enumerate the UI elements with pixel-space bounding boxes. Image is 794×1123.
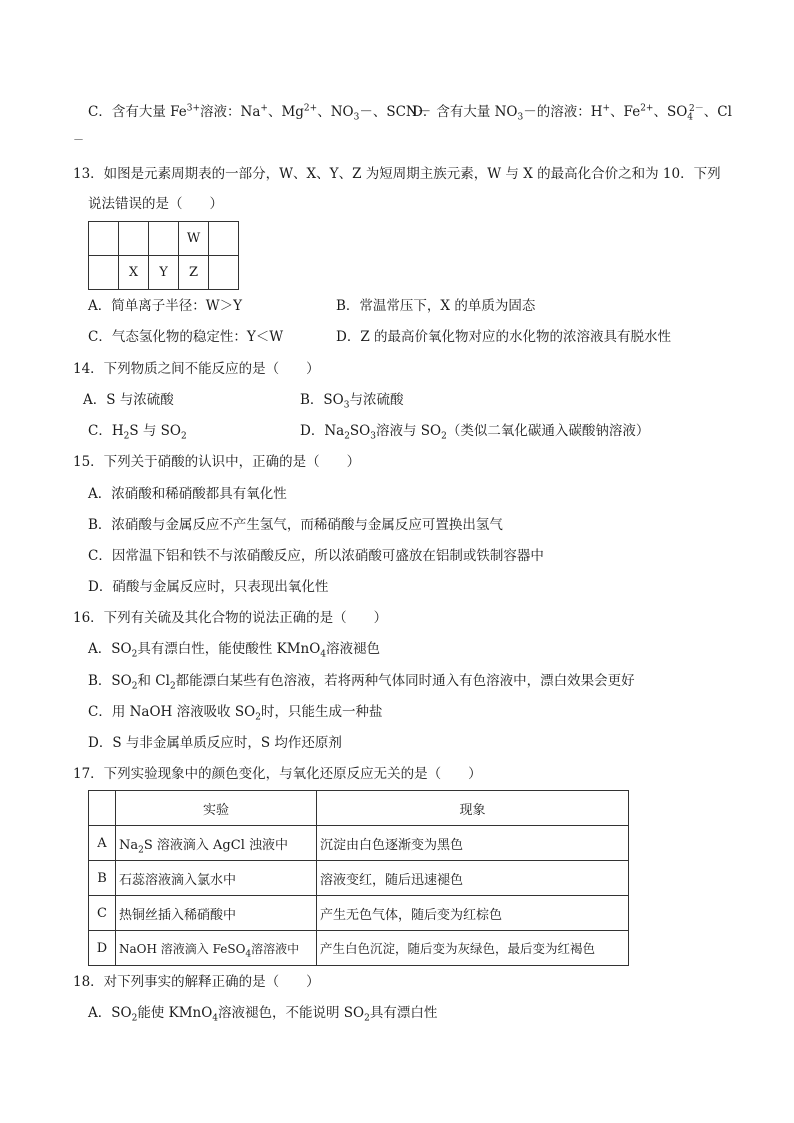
text: 、Fe [610, 104, 641, 120]
periodic-table-fragment [88, 221, 239, 290]
sup: + [602, 103, 611, 114]
grid-cell: Z [179, 256, 209, 290]
text: －、SCN－ [359, 104, 432, 120]
text: 能使 KMnO [137, 1005, 213, 1021]
q14-stem: 14．下列物质之间不能反应的是（ ） [73, 361, 320, 377]
sub: 2 [181, 431, 187, 442]
q15-option-d[interactable]: D．硝酸与金属反应时，只表现出氧化性 [88, 579, 329, 595]
sub: 2 [169, 681, 176, 692]
q15-option-b[interactable]: B．浓硝酸与金属反应不产生氢气，而稀硝酸与金属反应可置换出氢气 [88, 517, 503, 533]
observation-cell: 产生白色沉淀，随后变为灰绿色，最后变为红褐色 [317, 931, 629, 966]
sup: 2+ [640, 103, 654, 114]
text: A．SO [88, 641, 132, 657]
sub: 3 [343, 400, 350, 411]
q15-option-c[interactable]: C．因常温下铝和铁不与浓硝酸反应，所以浓硝酸可盛放在铝制或铁制容器中 [88, 548, 544, 564]
text: 溶液褪色 [326, 641, 381, 657]
q16-option-b[interactable] [88, 672, 635, 690]
q13-option-a[interactable]: A．简单离子半径：W＞Y [88, 298, 243, 314]
experiment-cell [116, 896, 317, 931]
q12-option-d-tail: － [73, 133, 84, 146]
q14-option-d[interactable] [300, 422, 649, 440]
text: B．SO [88, 673, 132, 689]
table-row [89, 826, 629, 861]
text: 、Mg [267, 104, 304, 120]
text: C．H [88, 423, 124, 439]
text: 都能漂白某些有色溶液，若将两种气体同时通入有色溶液中，漂白效果会更好 [175, 673, 635, 689]
sub: 4 [245, 948, 252, 959]
table-row [89, 861, 629, 896]
text: （类似二氧化碳通入碳酸钠溶液） [446, 423, 650, 439]
sub: 4 [320, 649, 327, 660]
sub: 2 [131, 1013, 138, 1024]
text: NaOH 溶液滴入 FeSO [119, 941, 246, 956]
q16-stem: 16．下列有关硫及其化合物的说法正确的是（ ） [73, 610, 388, 626]
text: C．用 NaOH 溶液吸收 SO [88, 704, 256, 720]
sub: 4 [212, 1013, 219, 1024]
grid-cell: Y [149, 256, 179, 290]
row-key: C [89, 896, 116, 931]
text: B．SO [300, 392, 344, 408]
text: 与浓硫酸 [349, 392, 404, 408]
observation-cell: 沉淀由白色逐渐变为黑色 [317, 826, 629, 861]
q13-option-c[interactable]: C．气态氢化物的稳定性：Y＜W [88, 329, 284, 345]
text: A．SO [88, 1005, 132, 1021]
grid-cell [149, 222, 179, 256]
sup: 2+ [303, 103, 318, 114]
table-header-row [89, 791, 629, 826]
row-key: A [89, 826, 116, 861]
q18-stem: 18．对下列事实的解释正确的是（ ） [73, 974, 320, 990]
sup: 2－ [689, 103, 704, 114]
q17-stem: 17．下列实验现象中的颜色变化，与氧化还原反应无关的是（ ） [73, 766, 482, 782]
text: 具有漂白性，能使酸性 KMnO [137, 641, 321, 657]
text: Na [119, 837, 139, 853]
grid-cell [209, 256, 239, 290]
table-row [89, 931, 629, 966]
grid-cell: X [119, 256, 149, 290]
sub: 2 [344, 431, 350, 442]
grid-cell: W [179, 222, 209, 256]
q13-stem-line2: 说法错误的是（ ） [88, 196, 223, 212]
sup: + [260, 103, 268, 114]
q13-stem-line1: 13．如图是元素周期表的一部分，W、X、Y、Z 为短周期主族元素，W 与 X 的最高化合价之和为 10．下列 [73, 166, 721, 182]
grid-cell [119, 222, 149, 256]
grid-cell [89, 256, 119, 290]
text: 、Cl [703, 104, 732, 120]
observation-cell: 产生无色气体，随后变为红棕色 [317, 896, 629, 931]
q15-stem: 15．下列关于硝酸的认识中，正确的是（ ） [73, 454, 361, 470]
sub: 2 [255, 712, 261, 723]
grid-cell [89, 222, 119, 256]
experiment-cell [116, 861, 317, 896]
text: D．含有大量 NO [412, 104, 518, 120]
sub: 2 [441, 431, 447, 442]
q15-option-a[interactable]: A．浓硝酸和稀硝酸都具有氧化性 [88, 486, 287, 502]
text: －的溶液：H [523, 104, 603, 120]
sub: 3 [353, 112, 360, 123]
text: C．含有大量 Fe [88, 104, 187, 120]
q14-option-a[interactable]: A．S 与浓硫酸 [83, 392, 174, 408]
header-cell: 现象 [317, 791, 629, 826]
q14-option-c[interactable] [88, 422, 187, 440]
text: 溶液褪色，不能说明 SO [218, 1005, 365, 1021]
text: S 溶液滴入 AgCl 浊液中 [143, 837, 288, 853]
q13-option-b[interactable]: B．常温常压下，X 的单质为固态 [336, 298, 536, 314]
q18-option-a[interactable] [88, 1004, 437, 1022]
text: 石蕊溶液滴入氯水中 [119, 872, 237, 888]
text: 溶溶液中 [251, 941, 300, 956]
row-key: B [89, 861, 116, 896]
text: 溶液：Na [200, 104, 261, 120]
text: 热铜丝插入稀硝酸中 [119, 907, 237, 923]
q16-option-d[interactable]: D．S 与非金属单质反应时，S 均作还原剂 [88, 735, 342, 751]
text: 时，只能生成一种盐 [260, 704, 383, 720]
table-row [89, 256, 239, 290]
text: 、SO [653, 104, 688, 120]
experiment-cell [116, 826, 317, 861]
row-key: D [89, 931, 116, 966]
sub: 3 [370, 431, 376, 442]
q13-option-d[interactable]: D．Z 的最高价氧化物对应的水化物的浓溶液具有脱水性 [336, 329, 671, 345]
sub: 2 [364, 1013, 370, 1024]
text: S 与 SO [129, 423, 181, 439]
header-cell: 实验 [116, 791, 317, 826]
text: D．Na [300, 423, 345, 439]
text: 溶液与 SO [375, 423, 442, 439]
q14-option-b[interactable] [300, 391, 403, 409]
experiment-cell [116, 931, 317, 966]
sub: 2 [131, 649, 138, 660]
q12-option-d [412, 103, 732, 121]
text: 具有漂白性 [369, 1005, 438, 1021]
q16-option-a[interactable] [88, 640, 380, 658]
text: 和 Cl [137, 673, 170, 689]
text: SO [349, 423, 371, 439]
sub: 2 [123, 431, 130, 442]
table-row [89, 896, 629, 931]
sub: 4 [687, 112, 694, 123]
table-row [89, 222, 239, 256]
header-cell [89, 791, 116, 826]
experiment-table [88, 790, 629, 966]
observation-cell: 溶液变红，随后迅速褪色 [317, 861, 629, 896]
q12-option-c [88, 103, 431, 121]
sup: 3+ [186, 103, 201, 114]
sub: 2 [138, 845, 144, 856]
sub: 2 [131, 681, 138, 692]
sub: 3 [517, 112, 524, 123]
grid-cell [209, 222, 239, 256]
text: 、NO [317, 104, 354, 120]
q16-option-c[interactable] [88, 703, 382, 721]
